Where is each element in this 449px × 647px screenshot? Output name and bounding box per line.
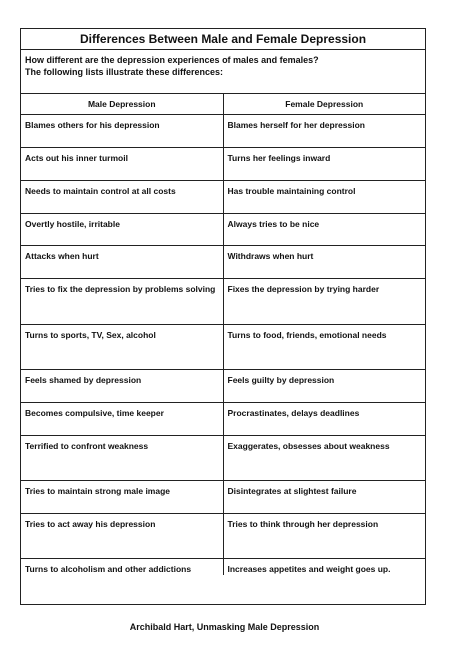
table-row [21,481,425,514]
female-cell: Withdraws when hurt [223,246,425,279]
female-cell: Turns to food, friends, emotional needs [223,325,425,370]
female-cell: Has trouble maintaining control [223,181,425,214]
male-cell: Tries to fix the depression by problems solving [21,279,223,325]
table-row [21,514,425,559]
document-sheet [20,28,426,605]
comparison-table [21,94,425,575]
table-row [21,436,425,481]
male-cell: Acts out his inner turmoil [21,148,223,181]
document-title: Differences Between Male and Female Depression [21,29,425,50]
column-header-male: Male Depression [21,94,223,115]
male-cell: Needs to maintain control at all costs [21,181,223,214]
table-row [21,559,425,576]
male-cell: Overtly hostile, irritable [21,214,223,246]
table-row [21,279,425,325]
table-row [21,325,425,370]
female-cell: Increases appetites and weight goes up. [223,559,425,576]
female-cell: Procrastinates, delays deadlines [223,403,425,436]
female-cell: Blames herself for her depression [223,115,425,148]
male-cell: Becomes compulsive, time keeper [21,403,223,436]
male-cell: Terrified to confront weakness [21,436,223,481]
male-cell: Turns to alcoholism and other addictions [21,559,223,576]
male-cell: Tries to maintain strong male image [21,481,223,514]
male-cell: Tries to act away his depression [21,514,223,559]
male-cell: Turns to sports, TV, Sex, alcohol [21,325,223,370]
table-row [21,370,425,403]
female-cell: Turns her feelings inward [223,148,425,181]
female-cell: Disintegrates at slightest failure [223,481,425,514]
table-header-row [21,94,425,115]
column-header-female: Female Depression [223,94,425,115]
table-row [21,148,425,181]
female-cell: Always tries to be nice [223,214,425,246]
table-row [21,115,425,148]
source-citation: Archibald Hart, Unmasking Male Depression [129,622,320,632]
female-cell: Fixes the depression by trying harder [223,279,425,325]
male-cell: Attacks when hurt [21,246,223,279]
table-row [21,403,425,436]
table-row [21,181,425,214]
intro-line-2: The following lists illustrate these differences: [25,67,224,77]
male-cell: Blames others for his depression [21,115,223,148]
intro-line-1: How different are the depression experiences of males and females? [25,55,319,65]
male-cell: Feels shamed by depression [21,370,223,403]
female-cell: Exaggerates, obsesses about weakness [223,436,425,481]
female-cell: Tries to think through her depression [223,514,425,559]
table-row [21,246,425,279]
intro-text [21,50,425,94]
table-row [21,214,425,246]
female-cell: Feels guilty by depression [223,370,425,403]
